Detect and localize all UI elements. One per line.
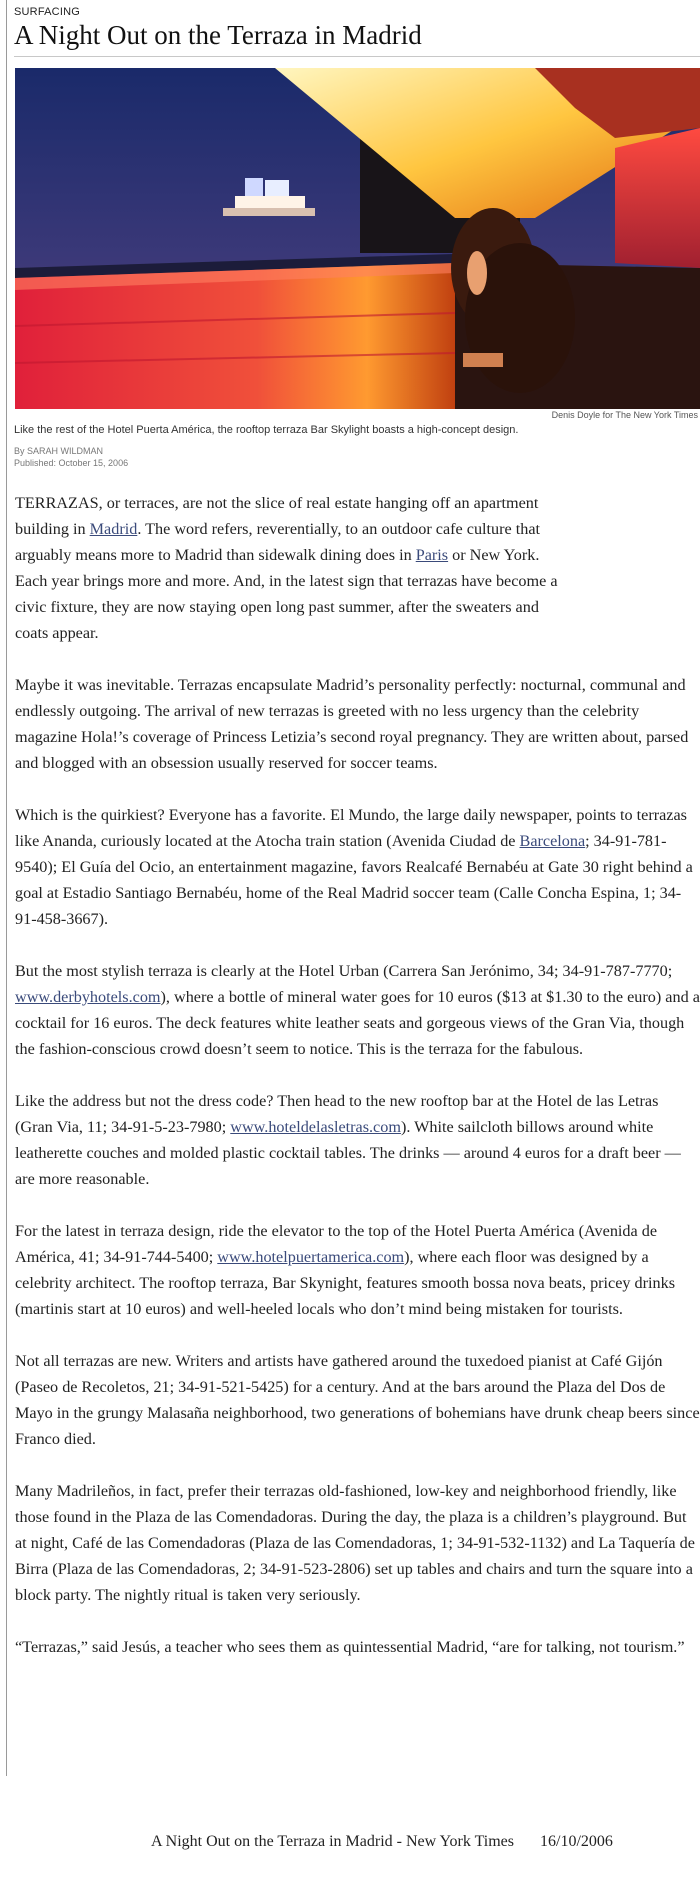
article-paragraph bbox=[15, 958, 700, 1062]
article-paragraph bbox=[15, 802, 700, 932]
text-run: ). White sailcloth billows around white leatherette couches and molded plastic cocktail tables. The drinks — around 4 euros for a draft beer — are more reasonable. bbox=[15, 1118, 681, 1188]
publish-date: Published: October 15, 2006 bbox=[14, 458, 129, 468]
article-paragraph bbox=[15, 490, 570, 646]
photo-credit: Denis Doyle for The New York Times bbox=[551, 410, 698, 420]
link-hotelpuertamerica[interactable]: www.hotelpuertamerica.com bbox=[217, 1248, 405, 1266]
article-paragraph bbox=[15, 1218, 700, 1322]
text-run: or New York. Each year brings more and more. And, in the latest sign that terrazas have become a civic fixture, they are now staying open long past summer, after the sweaters and coats appear. bbox=[15, 546, 558, 642]
text-run: For the latest in terraza design, ride the elevator to the top of the Hotel Puerta América (Avenida de América, 41; 34-91-744-5400; bbox=[15, 1222, 658, 1266]
text-run: TERRAZAS, or terraces, are not the slice of real estate hanging off an apartment building in bbox=[15, 494, 539, 538]
text-run: But the most stylish terraza is clearly at the Hotel Urban (Carrera San Jerónimo, 34; 34-91-787-7770; bbox=[15, 962, 673, 980]
author-name: By SARAH WILDMAN bbox=[14, 446, 104, 456]
article-paragraph: Not all terrazas are new. Writers and artists have gathered around the tuxedoed pianist at Café Gijón (Paseo de Recoletos, 21; 34-91-521-5425) for a century. And at the bars around the Plaza del Dos de Mayo in the grungy Malasaña neighborhood, two generations of bohemians have drunk cheap beers since Franco died. bbox=[15, 1352, 700, 1448]
text-run: ), where a bottle of mineral water goes for 10 euros ($13 at $1.30 to the euro) and a cocktail for 16 euros. The deck features white leather seats and gorgeous views of the Gran Via, though the fashion-conscious crowd doesn’t seem to notice. This is the terraza for the fabulous. bbox=[15, 988, 700, 1058]
text-run: ), where each floor was designed by a celebrity architect. The rooftop terraza, Bar Skynight, features smooth bossa nova beats, pricey drinks (martinis start at 10 euros) and well-heeled locals who don’t mind being mistaken for tourists. bbox=[15, 1248, 676, 1318]
article-paragraph: “Terrazas,” said Jesús, a teacher who sees them as quintessential Madrid, “are for talking, not tourism.” bbox=[15, 1638, 685, 1656]
section-kicker: SURFACING bbox=[14, 6, 80, 18]
article-body bbox=[15, 490, 700, 1660]
text-run: Which is the quirkiest? Everyone has a favorite. El Mundo, the large daily newspaper, points to terrazas like Ananda, curiously located at the Atocha train station (Avenida Ciudad de bbox=[15, 806, 687, 850]
text-run: Like the address but not the dress code? Then head to the new rooftop bar at the Hotel de las Letras (Gran Via, 11; 34-91-5-23-7980; bbox=[15, 1092, 659, 1136]
photo-caption: Like the rest of the Hotel Puerta América, the rooftop terraza Bar Skylight boasts a high-concept design. bbox=[14, 424, 519, 436]
footer-source: A Night Out on the Terraza in Madrid - New York Times bbox=[151, 1833, 515, 1850]
article-paragraph: Many Madrileños, in fact, prefer their terrazas old-fashioned, low-key and neighborhood friendly, like those found in the Plaza de las Comendadoras. During the day, the plaza is a children’s playground. But at night, Café de las Comendadoras (Plaza de las Comendadoras, 1; 34-91-532-1132) and La Taquería de Birra (Plaza de las Comendadoras, 2; 34-91-523-2806) set up tables and chairs and turn the square into a block party. The nightly ritual is taken very seriously. bbox=[15, 1482, 695, 1604]
footer-date: 16/10/2006 bbox=[540, 1833, 613, 1850]
page-footer bbox=[151, 1833, 613, 1851]
link-hoteldelasletras[interactable]: www.hoteldelasletras.com bbox=[230, 1118, 401, 1136]
text-run: . The word refers, reverentially, to an outdoor cafe culture that arguably means more to Madrid than sidewalk dining does in bbox=[15, 520, 541, 564]
byline bbox=[14, 445, 128, 469]
text-run: ; 34-91-781-9540); El Guía del Ocio, an entertainment magazine, favors Realcafé Bernabéu at Gate 30 right behind a goal at Estadio Santiago Bernabéu, home of the Real Madrid soccer team (Calle Concha Espina, 1; 34-91-458-3667). bbox=[15, 832, 693, 928]
headline-divider bbox=[14, 56, 700, 57]
article-photo bbox=[15, 68, 700, 409]
article-paragraph: Maybe it was inevitable. Terrazas encapsulate Madrid’s personality perfectly: nocturnal, communal and endlessly outgoing. The arrival of new terrazas is greeted with no less urgency than the celebrity magazine Hola!’s coverage of Princess Letizia’s second royal pregnancy. They are written about, parsed and blogged with an obsession usually reserved for soccer teams. bbox=[15, 676, 689, 772]
left-margin-rule bbox=[6, 0, 7, 1776]
link-madrid[interactable]: Madrid bbox=[89, 520, 138, 538]
link-paris[interactable]: Paris bbox=[415, 546, 449, 564]
article-paragraph bbox=[15, 1088, 700, 1192]
article-headline: A Night Out on the Terraza in Madrid bbox=[14, 20, 422, 50]
link-barcelona[interactable]: Barcelona bbox=[519, 832, 586, 850]
link-derbyhotels[interactable]: www.derbyhotels.com bbox=[15, 988, 161, 1006]
